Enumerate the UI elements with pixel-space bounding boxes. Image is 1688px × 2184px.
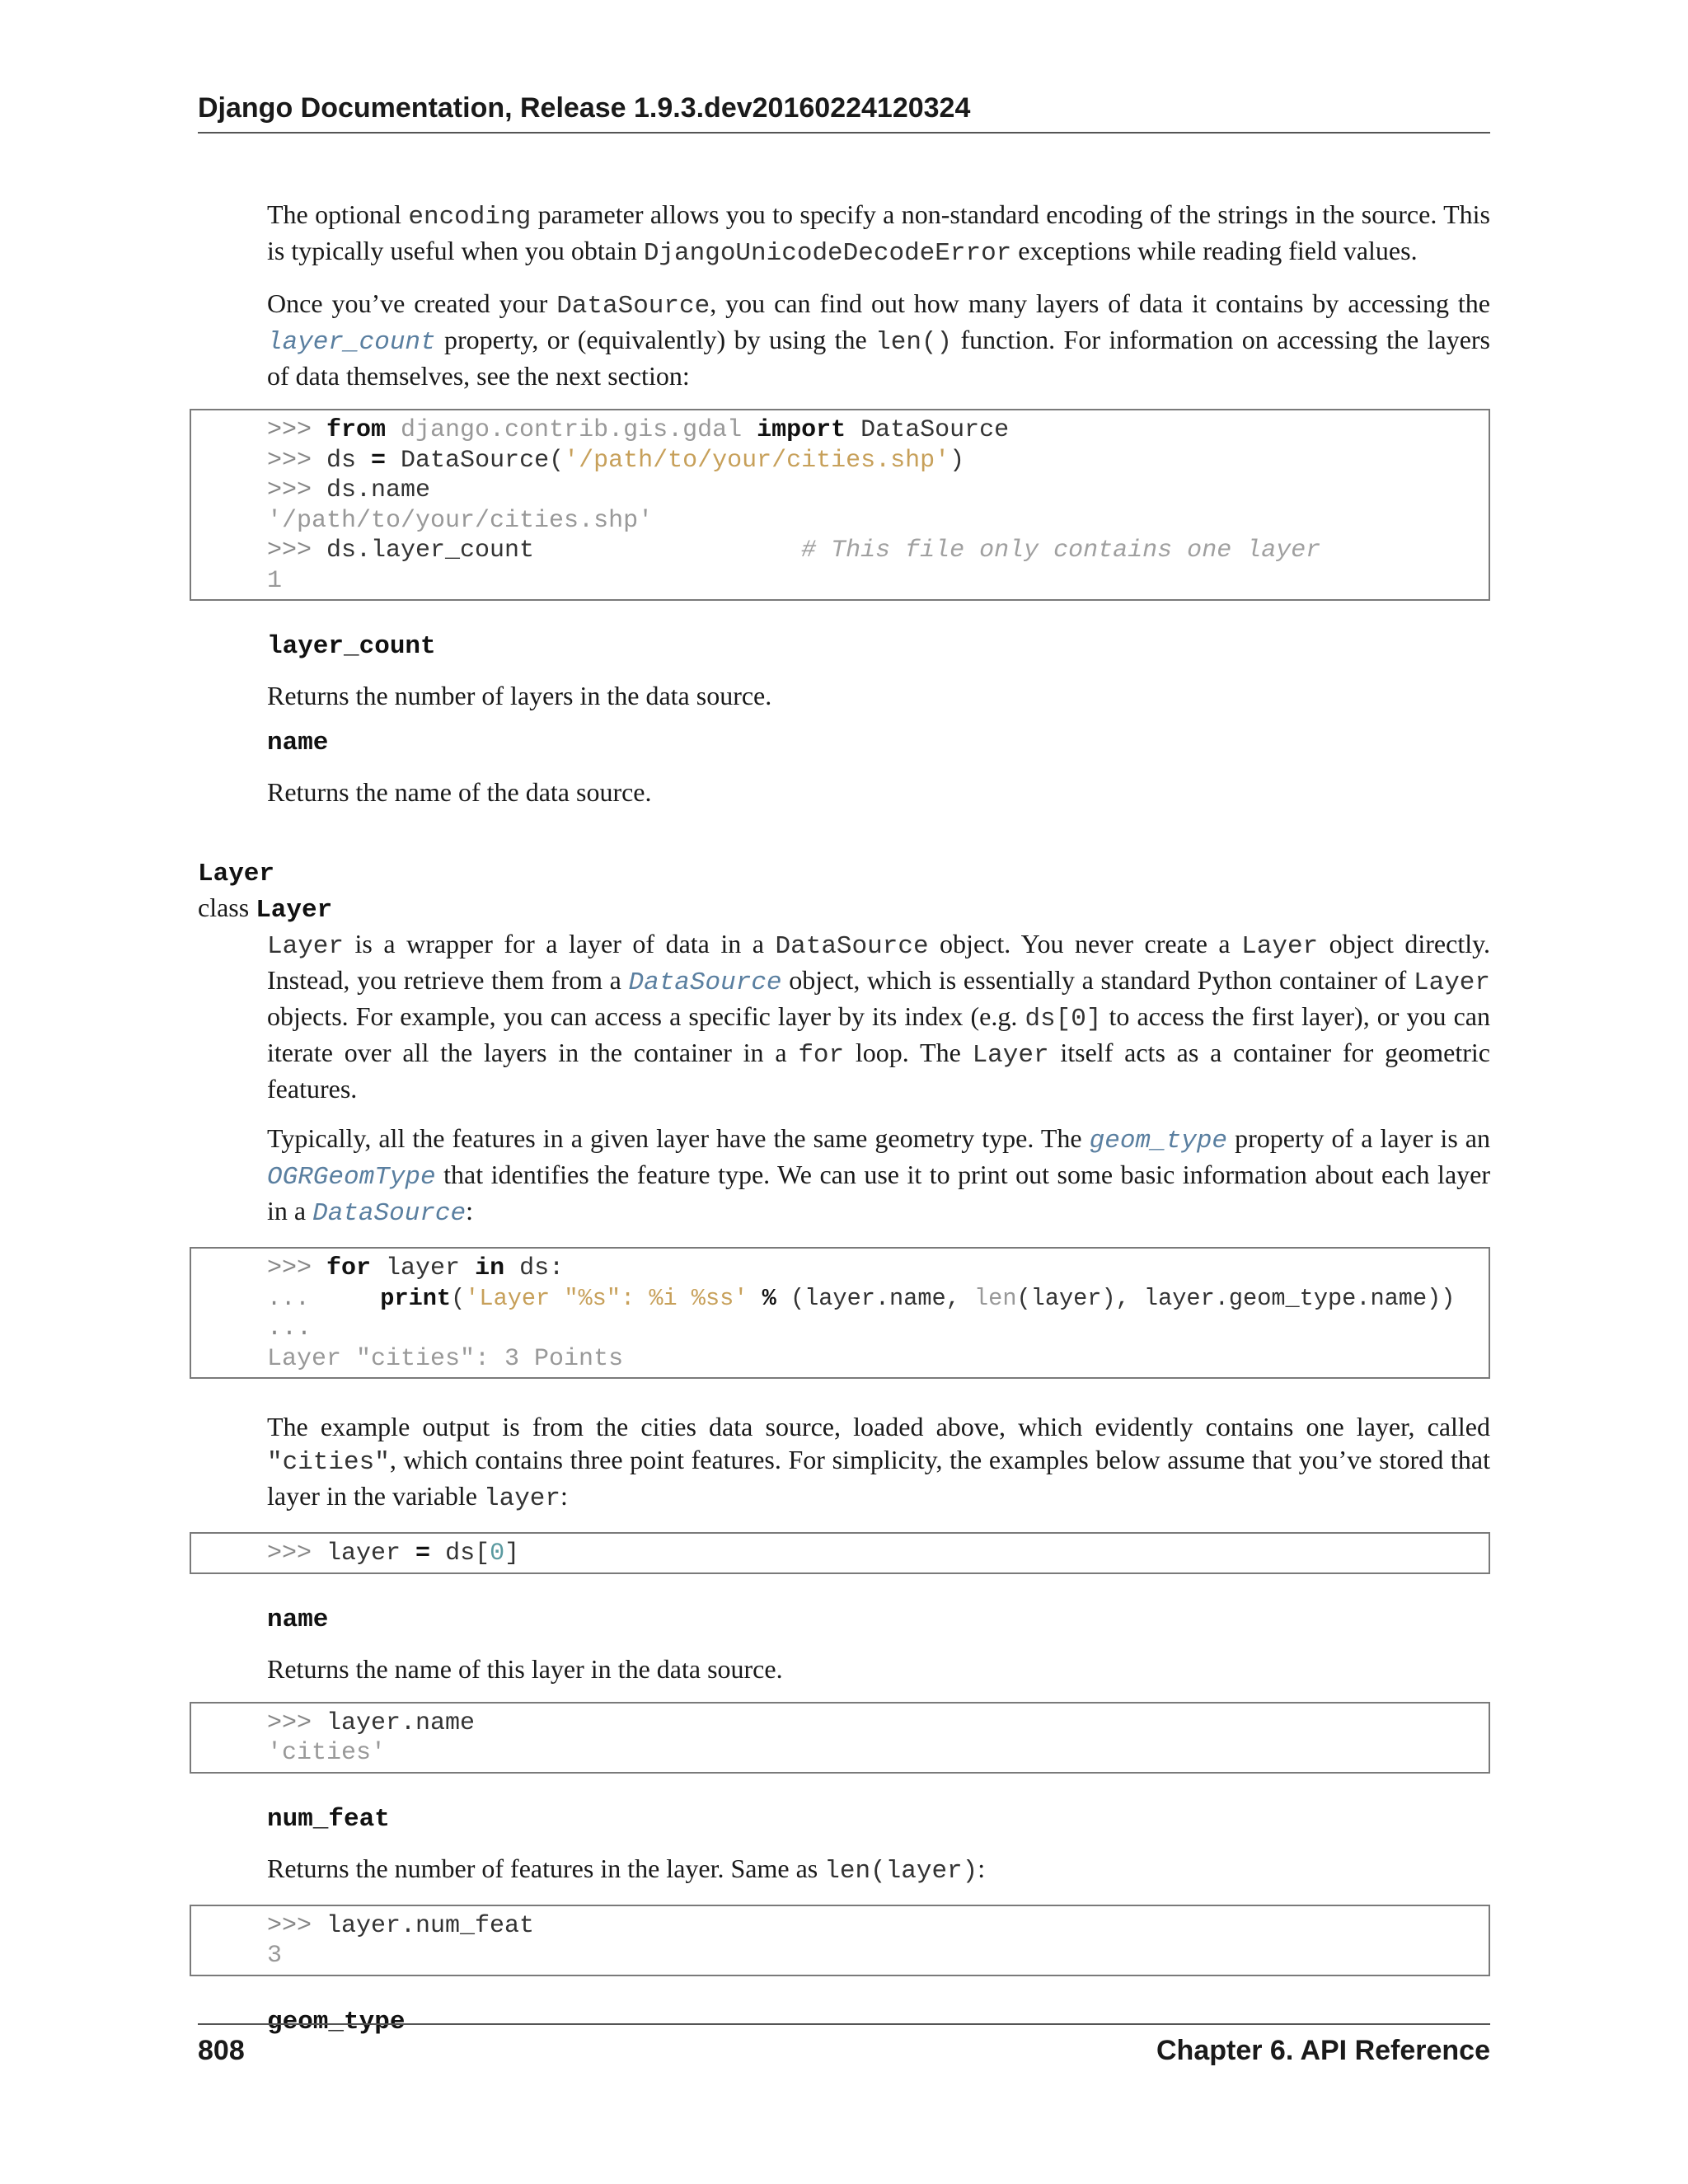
code-line	[191, 476, 1489, 506]
content-indent	[267, 927, 1490, 2036]
code-line	[191, 1254, 1489, 1284]
code-line	[191, 566, 1489, 597]
attribute-layer-count: layer_count	[267, 632, 436, 661]
text: that identifies the feature type. We can use it to print out some basic information about each layer in a	[267, 1160, 1490, 1226]
code-text: layer	[371, 1254, 476, 1282]
text: exceptions while reading field values.	[1011, 236, 1418, 265]
page-footer	[198, 2023, 1490, 2074]
text: object directly. Instead, you retrieve them from a	[267, 929, 1491, 995]
layer-count-link[interactable]: layer_count	[267, 328, 436, 357]
attribute-name: name	[267, 729, 329, 757]
code-text: DataSource	[846, 416, 1010, 444]
attribute-description	[267, 1852, 1490, 1888]
inline-code: DjangoUnicodeDecodeError	[643, 239, 1012, 268]
text: property of a layer is an	[1227, 1123, 1491, 1153]
paragraph-encoding	[267, 198, 1490, 270]
text: , you can find out how many layers of data it contains by accessing the	[710, 288, 1491, 318]
code-text: (layer), layer.geom_type.name))	[1016, 1284, 1456, 1312]
text: , which contains three point features. For simplicity, the examples below assume that you’ve stored that layer in the variable	[267, 1445, 1490, 1511]
inline-code: layer	[483, 1484, 560, 1513]
code-block-layer-index	[190, 1532, 1490, 1574]
inline-code: DataSource	[556, 292, 710, 321]
attribute-num-feat: num_feat	[267, 1804, 390, 1834]
datasource-link[interactable]: DataSource	[312, 1199, 467, 1228]
page-number: 808	[198, 2035, 245, 2066]
inline-code: Layer	[972, 1041, 1049, 1070]
header-title: Django Documentation, Release 1.9.3.dev20160224120324	[198, 92, 971, 124]
code-text: ds.name	[326, 476, 431, 504]
text: The example output is from the cities data source, loaded above, which evidently contains one layer, called	[267, 1412, 1490, 1441]
text: object. You never create a	[928, 929, 1242, 958]
code-block-datasource	[190, 409, 1490, 601]
inline-code: Layer	[1241, 932, 1319, 961]
chapter-title: Chapter 6. API Reference	[1156, 2035, 1490, 2066]
code-line	[191, 1738, 1489, 1769]
keyword: import	[757, 416, 846, 444]
code-output: 'cities'	[267, 1739, 387, 1767]
code-output: 3	[267, 1942, 283, 1970]
number: 0	[490, 1540, 505, 1568]
code-text: ds	[326, 446, 372, 475]
code-block-layer-name	[190, 1702, 1490, 1774]
inline-code: len(layer)	[824, 1856, 978, 1886]
string: '/path/to/your/cities.shp'	[564, 446, 950, 475]
keyword: in	[475, 1254, 505, 1282]
string: 'Layer "%s": %i %ss'	[465, 1284, 748, 1312]
code-output: '/path/to/your/cities.shp'	[267, 506, 654, 535]
text: parameter allows you to specify a non-standard encoding of the strings in the source. This is typically useful when you obtain	[267, 199, 1491, 265]
code-text: (	[451, 1284, 466, 1312]
code-line	[191, 506, 1489, 537]
document-page	[198, 0, 1490, 2184]
comment: # This file only contains one layer	[801, 537, 1321, 565]
inline-code: Layer	[267, 932, 345, 961]
keyword: print	[380, 1284, 452, 1312]
text: property, or (equivalently) by using the	[435, 325, 876, 354]
code-text: layer.name	[326, 1708, 476, 1737]
code-text: layer.num_feat	[326, 1911, 535, 1940]
text: :	[560, 1481, 568, 1511]
text: Returns the number of features in the layer. Same as	[267, 1853, 825, 1883]
code-text: ds[	[430, 1540, 490, 1568]
code-line	[191, 1314, 1489, 1344]
operator: =	[415, 1540, 431, 1568]
code-text: )	[950, 446, 965, 475]
prompt: >>>	[267, 1254, 327, 1282]
prompt: >>>	[267, 1540, 327, 1568]
text: loop. The	[844, 1038, 973, 1067]
prompt: >>>	[267, 476, 327, 504]
inline-code: for	[798, 1041, 845, 1070]
prompt: >>>	[267, 1911, 327, 1940]
module: django.contrib.gis.gdal	[386, 416, 757, 444]
attribute-description: Returns the name of the data source.	[267, 777, 652, 807]
spacer	[198, 825, 1490, 858]
attribute-description: Returns the number of layers in the data source.	[267, 681, 772, 710]
geom-type-link[interactable]: geom_type	[1089, 1127, 1228, 1155]
inline-code: ds[0]	[1025, 1005, 1102, 1033]
text: to access the first layer), or you can iterate over all the layers in the container in a	[267, 1001, 1491, 1067]
code-output: Layer "cities": 3 Points	[267, 1344, 624, 1373]
page-body	[198, 198, 1490, 2055]
attribute-geom-type: geom_type	[267, 2007, 406, 2036]
text: :	[466, 1196, 474, 1226]
class-signature	[198, 891, 1490, 927]
inline-code: len()	[875, 328, 953, 357]
operator: =	[371, 446, 387, 475]
prompt: >>>	[267, 1708, 327, 1737]
prompt: >>>	[267, 416, 327, 444]
text: objects. For example, you can access a specific layer by its index (e.g.	[267, 1001, 1025, 1031]
code-line	[191, 1941, 1489, 1971]
code-text: ds:	[504, 1254, 565, 1282]
code-text: layer	[326, 1540, 416, 1568]
keyword: for	[326, 1254, 372, 1282]
code-block-num-feat	[190, 1905, 1490, 1976]
class-prefix: class	[198, 893, 256, 922]
text: function. For information on accessing the layers of data themselves, see the next section:	[267, 325, 1490, 391]
text: :	[978, 1853, 986, 1883]
prompt: ...	[267, 1284, 381, 1312]
code-text: ds.layer_count	[326, 537, 802, 565]
text: itself acts as a container for geometric features.	[267, 1038, 1491, 1104]
text: Once you’ve created your	[267, 288, 557, 318]
text: is a wrapper for a layer of data in a	[344, 929, 776, 958]
inline-code: DataSource	[775, 932, 929, 961]
code-line	[191, 446, 1489, 476]
code-line	[191, 1344, 1489, 1375]
prompt: >>>	[267, 537, 327, 565]
keyword: from	[326, 416, 387, 444]
code-output: 1	[267, 566, 283, 595]
code-text: ]	[504, 1540, 520, 1568]
inline-code: encoding	[408, 203, 532, 232]
code-line	[191, 1284, 1489, 1315]
paragraph-example-output	[267, 1410, 1490, 1516]
builtin: len	[974, 1284, 1017, 1312]
paragraph-geometry-type	[267, 1122, 1490, 1230]
content-indent	[267, 198, 1490, 808]
operator: %	[762, 1284, 776, 1312]
text: The optional	[267, 199, 409, 229]
inline-code: Layer	[1414, 968, 1491, 997]
code-text	[748, 1285, 762, 1312]
inline-code: "cities"	[267, 1448, 390, 1477]
code-line	[191, 415, 1489, 446]
code-line	[191, 1911, 1489, 1942]
prompt: ...	[267, 1315, 312, 1343]
page-header	[198, 92, 1490, 134]
datasource-link[interactable]: DataSource	[628, 968, 782, 997]
section-heading-layer: Layer	[198, 860, 275, 888]
text: Typically, all the features in a given layer have the same geometry type. The	[267, 1123, 1090, 1153]
code-text: (layer.name,	[776, 1284, 975, 1312]
attribute-name: name	[267, 1605, 329, 1634]
text: object, which is essentially a standard Python container of	[781, 965, 1414, 995]
code-line	[191, 536, 1489, 566]
code-block-iterate-layers	[190, 1247, 1490, 1379]
paragraph-layer-count	[267, 287, 1490, 392]
prompt: >>>	[267, 446, 327, 475]
class-name: Layer	[256, 896, 333, 925]
code-line	[191, 1708, 1489, 1739]
ogrgeomtype-link[interactable]: OGRGeomType	[267, 1163, 436, 1192]
code-text: DataSource(	[386, 446, 565, 475]
code-line	[191, 1539, 1489, 1569]
paragraph-layer-description	[267, 927, 1490, 1105]
attribute-description: Returns the name of this layer in the data source.	[267, 1653, 783, 1684]
